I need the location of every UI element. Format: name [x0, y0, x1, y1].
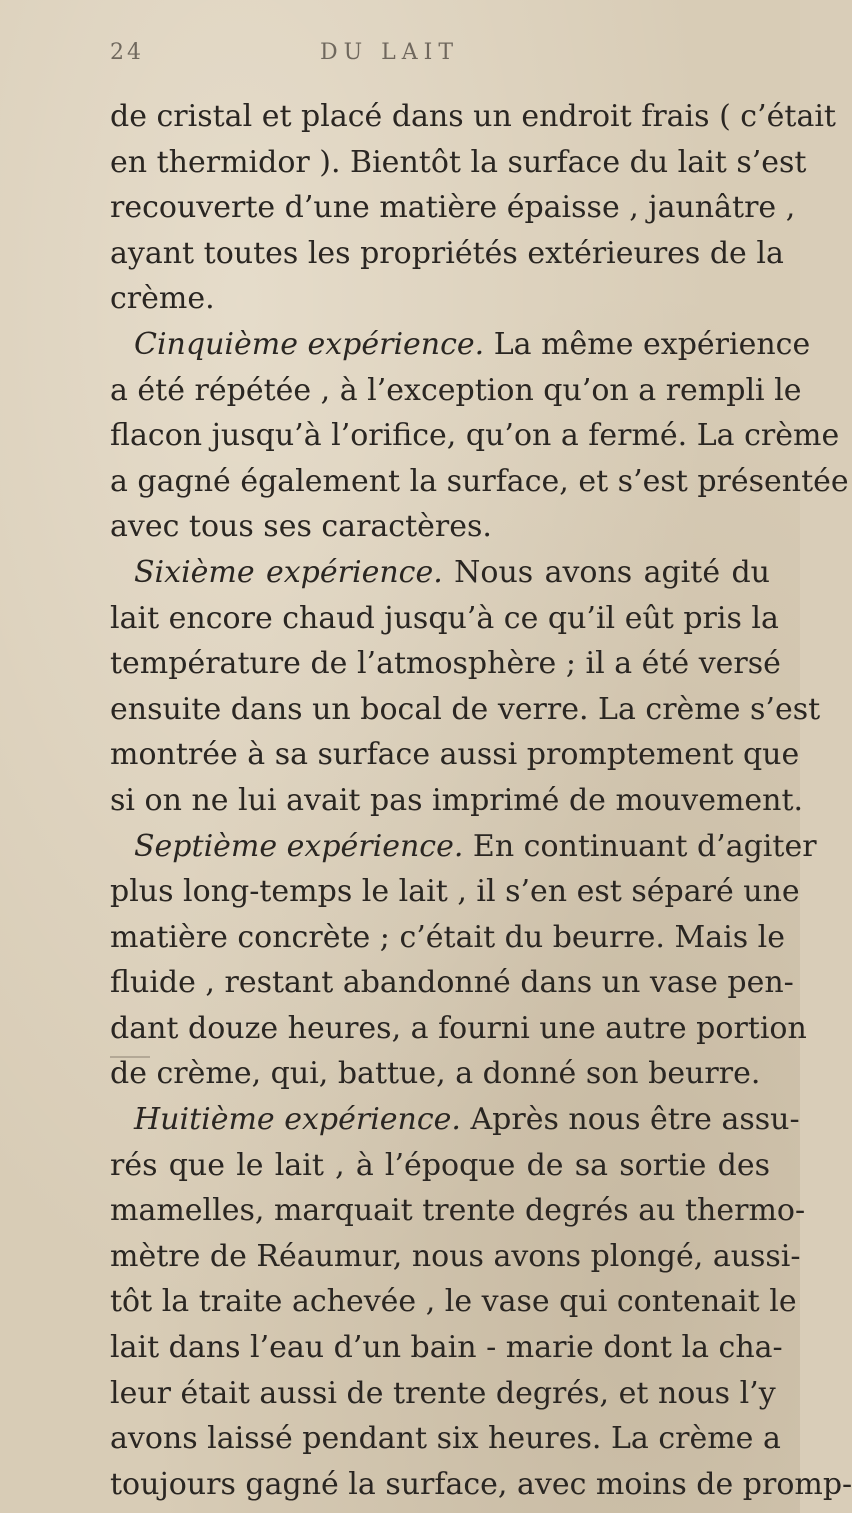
text-line	[110, 960, 794, 1006]
text-line	[110, 550, 770, 596]
line-text: Nous avons agité du	[442, 554, 770, 590]
text-line	[110, 140, 807, 186]
section-heading: Cinquième expérience.	[134, 326, 485, 362]
line-text: lait encore chaud jusqu’à ce qu’il eût pris la	[110, 600, 779, 636]
line-text: rés que le lait , à l’époque de sa sortie des	[110, 1147, 770, 1183]
text-line	[110, 94, 836, 140]
line-text: tôt la traite achevée , le vase qui contenait le	[110, 1284, 797, 1320]
text-line	[110, 778, 804, 824]
line-text: plus long-temps le lait , il s’en est séparé une	[110, 874, 800, 910]
text-line	[110, 1462, 852, 1508]
line-text: de crème, qui, battue, a donné son beurre.	[110, 1056, 761, 1092]
section-heading: Huitième expérience.	[134, 1102, 461, 1138]
text-line	[110, 1371, 776, 1417]
text-line	[110, 1234, 801, 1280]
line-text: leur était aussi de trente degrés, et nous l’y	[110, 1375, 776, 1411]
line-text: température de l’atmosphère ; il a été versé	[110, 646, 781, 682]
text-line	[110, 368, 802, 414]
text-line	[110, 276, 770, 322]
line-text: de cristal et placé dans un endroit frais ( c’était	[110, 99, 836, 134]
text-line	[110, 596, 779, 642]
text-line	[110, 1097, 800, 1143]
text-line	[110, 1143, 770, 1189]
line-text: a gagné également la surface, et s’est présentée	[110, 463, 849, 499]
text-line	[110, 185, 796, 231]
text-line	[110, 641, 781, 687]
text-line	[110, 1279, 797, 1325]
text-line	[110, 413, 840, 459]
line-text: crème.	[110, 281, 215, 317]
line-text: matière concrète ; c’était du beurre. Mais le	[110, 919, 785, 955]
text-line	[110, 687, 821, 733]
line-text: fluide , restant abandonné dans un vase pen-	[110, 965, 794, 1001]
text-line	[110, 1325, 783, 1371]
running-header	[110, 40, 710, 74]
section-heading: Septième expérience.	[134, 828, 464, 864]
line-text: avec tous ses caractères.	[110, 509, 492, 545]
line-text: ayant toutes les propriétés extérieures de la	[110, 235, 784, 271]
line-text: lait dans l’eau d’un bain - marie dont la cha-	[110, 1330, 783, 1366]
line-text: a été répétée , à l’exception qu’on a rempli le	[110, 372, 802, 408]
text-line	[110, 732, 800, 778]
line-text: recouverte d’une matière épaisse , jaunâtre ,	[110, 190, 796, 226]
text-line	[110, 824, 817, 870]
line-text: dant douze heures, a fourni une autre portion	[110, 1010, 807, 1046]
line-text: montrée à sa surface aussi promptement que	[110, 737, 800, 773]
line-text: mamelles, marquait trente degrés au thermo-	[110, 1193, 806, 1229]
text-line	[110, 1188, 806, 1234]
text-line	[110, 1006, 807, 1052]
line-text: toujours gagné la surface, avec moins de promp-	[110, 1466, 852, 1502]
section-heading: Sixième expérience.	[134, 554, 443, 590]
text-line	[110, 322, 811, 368]
text-line	[110, 1416, 781, 1462]
line-text: La même expérience	[484, 326, 811, 362]
print-mark	[110, 1056, 150, 1058]
line-text: flacon jusqu’à l’orifice, qu’on a fermé. La crème	[110, 418, 840, 454]
line-text: Après nous être assu-	[460, 1102, 800, 1138]
text-line	[110, 1051, 770, 1097]
text-line	[110, 915, 785, 961]
running-title: DU LAIT	[320, 40, 460, 65]
body-text	[110, 94, 852, 1507]
line-text: En continuant d’agiter	[463, 828, 817, 864]
text-line	[110, 504, 770, 550]
line-text: mètre de Réaumur, nous avons plongé, aussi-	[110, 1238, 801, 1274]
text-line	[110, 459, 849, 505]
text-line	[110, 231, 784, 277]
text-line	[110, 869, 800, 915]
line-text: avons laissé pendant six heures. La crème a	[110, 1421, 781, 1457]
line-text: si on ne lui avait pas imprimé de mouvement.	[110, 782, 804, 818]
page-number: 24	[110, 40, 144, 65]
line-text: en thermidor ). Bientôt la surface du lait s’est	[110, 144, 807, 180]
line-text: ensuite dans un bocal de verre. La crème s’est	[110, 691, 821, 727]
